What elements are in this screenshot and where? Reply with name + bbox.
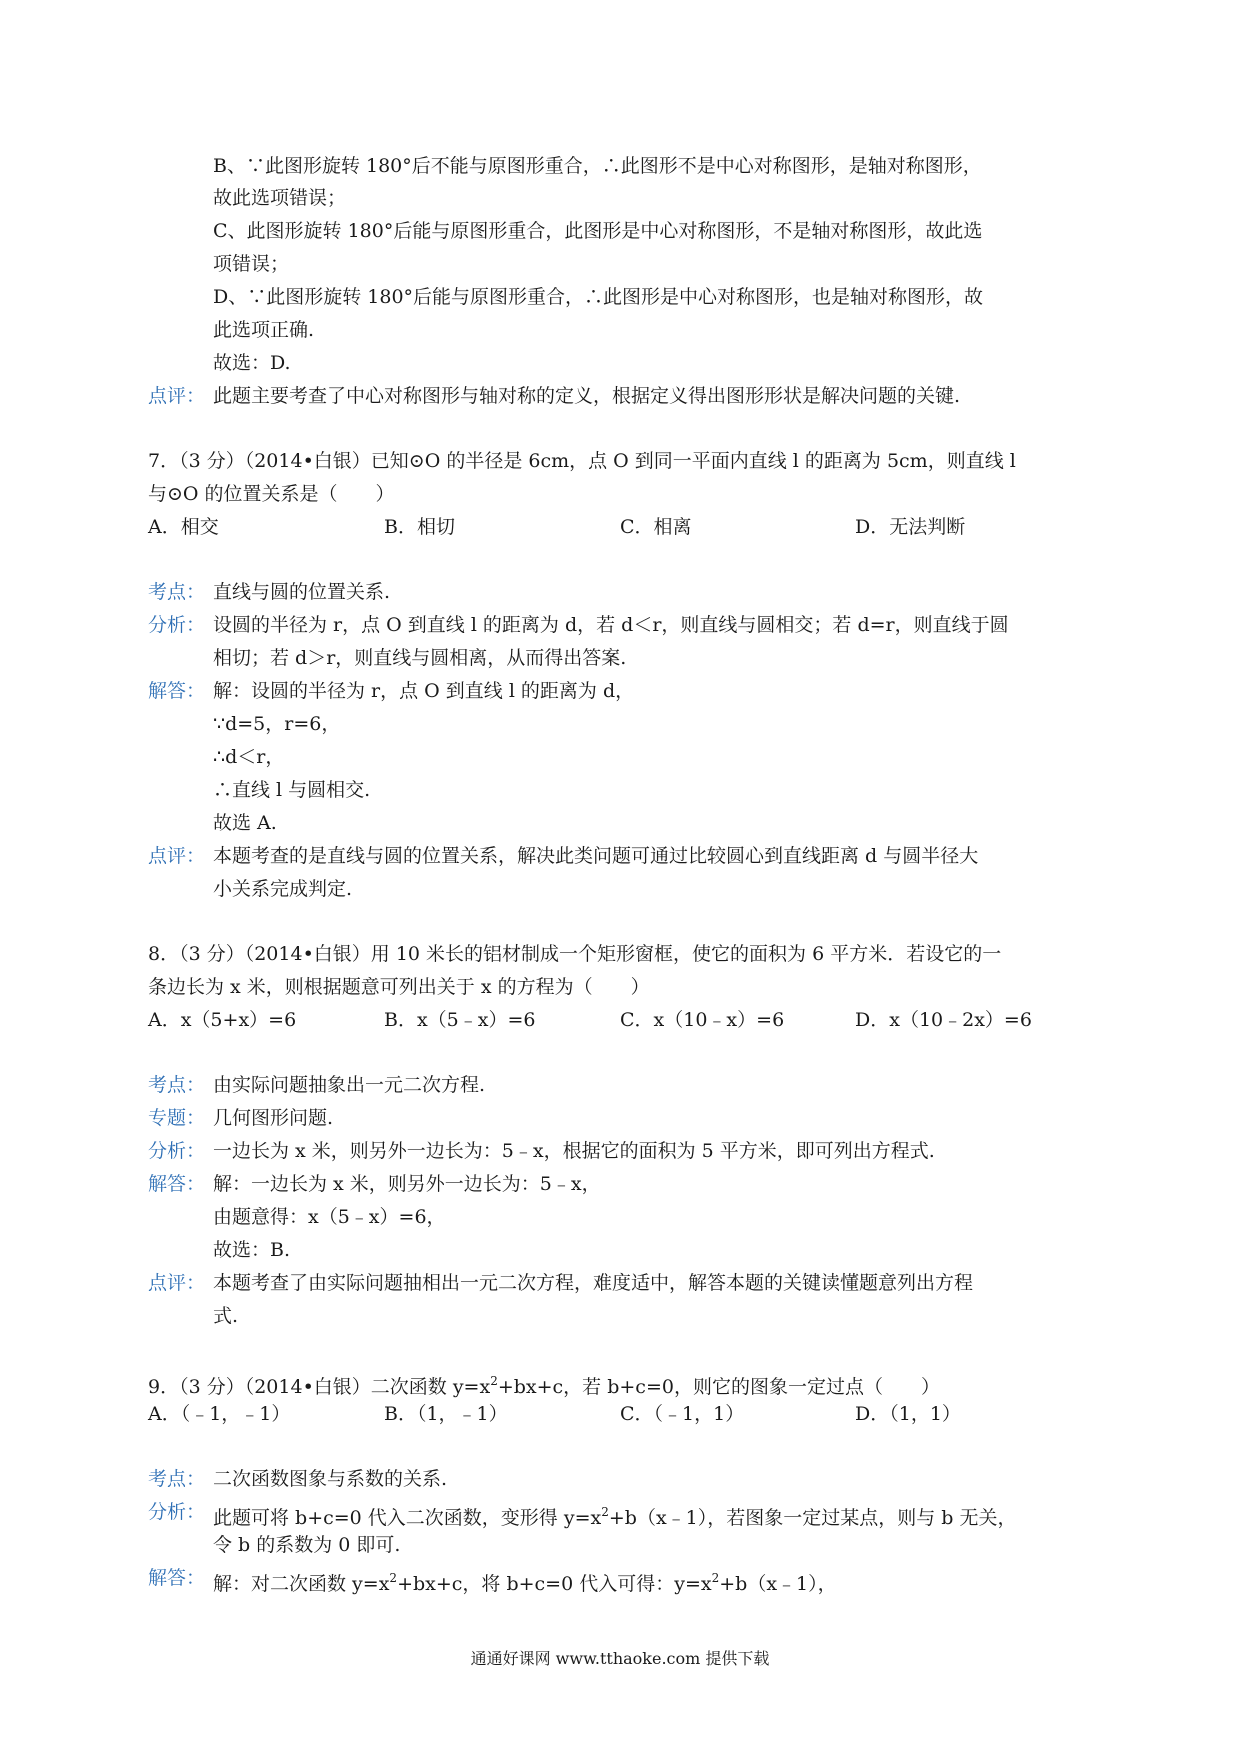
q7-jieda-label: 解答： xyxy=(148,680,206,702)
q9-option-a: A．（﹣1，﹣1） xyxy=(148,1403,291,1425)
q9-stem xyxy=(148,1369,940,1399)
q7-jieda-line1: 解：设圆的半径为 r，点 O 到直线 l 的距离为 d， xyxy=(213,680,635,702)
q8-dianping-line1: 本题考查了由实际问题抽相出一元二次方程，难度适中，解答本题的关键读懂题意列出方程 xyxy=(213,1272,974,1294)
q6-option-c-line2: 项错误； xyxy=(213,253,290,275)
q7-fenxi-label: 分析： xyxy=(148,614,206,636)
q9-jieda-line1 xyxy=(213,1566,837,1596)
q8-kaodian: 由实际问题抽象出一元二次方程. xyxy=(213,1074,486,1096)
q8-jieda-line2: 由题意得：x（5﹣x）=6， xyxy=(213,1206,446,1228)
q9-jieda-superscript1: 2 xyxy=(389,1571,398,1585)
q9-fenxi-label: 分析： xyxy=(148,1501,206,1523)
q6-option-c-line1: C、此图形旋转 180°后能与原图形重合，此图形是中心对称图形，不是轴对称图形，故此选 xyxy=(213,220,983,242)
q8-stem-line1: 8．（3 分）（2014•白银）用 10 米长的铝材制成一个矩形窗框，使它的面积为 6 平方米．若设它的一 xyxy=(148,943,1002,965)
q7-option-d: D．无法判断 xyxy=(855,516,966,538)
q9-option-d: D．（1，1） xyxy=(855,1403,961,1425)
q7-kaodian: 直线与圆的位置关系. xyxy=(213,581,391,603)
q7-dianping-label: 点评： xyxy=(148,845,206,867)
q9-jieda-superscript2: 2 xyxy=(711,1571,720,1585)
q9-fenxi-line2: 令 b 的系数为 0 即可. xyxy=(213,1534,401,1556)
q8-fenxi-label: 分析： xyxy=(148,1140,206,1162)
q8-fenxi: 一边长为 x 米，则另外一边长为：5﹣x，根据它的面积为 5 平方米，即可列出方程式. xyxy=(213,1140,935,1162)
q7-stem-line1: 7．（3 分）（2014•白银）已知⊙O 的半径是 6cm，点 O 到同一平面内直线 l 的距离为 5cm，则直线 l xyxy=(148,450,1016,472)
q8-option-b: B．x（5﹣x）=6 xyxy=(384,1009,536,1031)
q6-comment: 此题主要考查了中心对称图形与轴对称的定义，根据定义得出图形形状是解决问题的关键. xyxy=(213,385,961,407)
q8-jieda-line1: 解：一边长为 x 米，则另外一边长为：5﹣x， xyxy=(213,1173,601,1195)
q8-stem-line2: 条边长为 x 米，则根据题意可列出关于 x 的方程为（ ） xyxy=(148,976,650,998)
q7-option-a: A．相交 xyxy=(148,516,219,538)
q8-dianping-label: 点评： xyxy=(148,1272,206,1294)
q8-jieda-label: 解答： xyxy=(148,1173,206,1195)
q9-stem-part2: +bx+c，若 b+c=0，则它的图象一定过点（ ） xyxy=(497,1376,940,1398)
q9-jieda-part3: +b（x﹣1）， xyxy=(719,1573,837,1595)
q9-kaodian: 二次函数图象与系数的关系. xyxy=(213,1468,448,1490)
q7-kaodian-label: 考点： xyxy=(148,581,206,603)
q7-fenxi-line2: 相切；若 d＞r，则直线与圆相离，从而得出答案. xyxy=(213,647,627,669)
q8-dianping-line2: 式. xyxy=(213,1305,239,1327)
q7-jieda-line4: ∴直线 l 与圆相交. xyxy=(213,779,371,801)
q8-jieda-line3: 故选：B. xyxy=(213,1239,291,1261)
q6-option-d-line1: D、∵此图形旋转 180°后能与原图形重合，∴此图形是中心对称图形，也是轴对称图形，故 xyxy=(213,286,984,308)
q7-jieda-line5: 故选 A. xyxy=(213,812,277,834)
q7-jieda-line2: ∵d=5，r=6， xyxy=(213,713,341,735)
q7-stem-line2: 与⊙O 的位置关系是（ ） xyxy=(148,483,395,505)
q8-kaodian-label: 考点： xyxy=(148,1074,206,1096)
q6-comment-label: 点评： xyxy=(148,385,206,407)
q7-fenxi-line1: 设圆的半径为 r，点 O 到直线 l 的距离为 d，若 d＜r，则直线与圆相交；若 d=r，则直线于圆 xyxy=(213,614,1009,636)
q9-jieda-part1: 解：对二次函数 y=x xyxy=(213,1573,390,1595)
q9-jieda-label: 解答： xyxy=(148,1567,206,1589)
q9-fenxi-part2: +b（x﹣1），若图象一定过某点，则与 b 无关， xyxy=(608,1507,1017,1529)
page-footer: 通通好课网 www.tthaoke.com 提供下载 xyxy=(470,1649,770,1668)
q8-option-a: A．x（5+x）=6 xyxy=(148,1009,297,1031)
q7-option-c: C．相离 xyxy=(620,516,692,538)
q9-fenxi-superscript: 2 xyxy=(601,1505,609,1519)
q9-stem-superscript: 2 xyxy=(490,1374,498,1388)
q6-option-b-line1: B、∵此图形旋转 180°后不能与原图形重合，∴此图形不是中心对称图形，是轴对称图形， xyxy=(213,155,982,177)
q6-option-d-line2: 此选项正确. xyxy=(213,319,315,341)
q7-option-b: B．相切 xyxy=(384,516,455,538)
q8-zhuanti: 几何图形问题. xyxy=(213,1107,334,1129)
q7-dianping-line1: 本题考查的是直线与圆的位置关系，解决此类问题可通过比较圆心到直线距离 d 与圆半径大 xyxy=(213,845,979,867)
q9-stem-part1: 9．（3 分）（2014•白银）二次函数 y=x xyxy=(148,1376,491,1398)
q9-option-c: C．（﹣1，1） xyxy=(620,1403,745,1425)
q6-choice: 故选：D. xyxy=(213,352,291,374)
q6-option-b-line2: 故此选项错误； xyxy=(213,187,347,209)
q9-fenxi-part1: 此题可将 b+c=0 代入二次函数，变形得 y=x xyxy=(213,1507,602,1529)
q7-jieda-line3: ∴d＜r， xyxy=(213,746,285,768)
q9-option-b: B．（1，﹣1） xyxy=(384,1403,508,1425)
q9-jieda-part2: +bx+c，将 b+c=0 代入可得：y=x xyxy=(397,1573,712,1595)
q9-fenxi-line1 xyxy=(213,1500,1017,1530)
q8-option-c: C．x（10﹣x）=6 xyxy=(620,1009,785,1031)
q8-zhuanti-label: 专题： xyxy=(148,1107,206,1129)
q7-dianping-line2: 小关系完成判定. xyxy=(213,878,353,900)
q9-kaodian-label: 考点： xyxy=(148,1468,206,1490)
q8-option-d: D．x（10﹣2x）=6 xyxy=(855,1009,1032,1031)
